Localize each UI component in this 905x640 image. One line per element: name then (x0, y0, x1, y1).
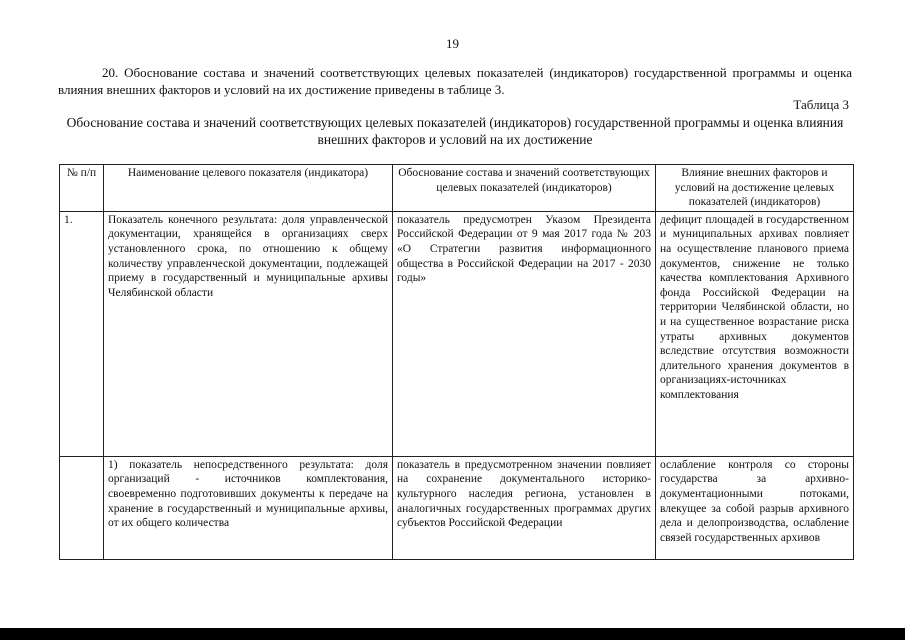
header-external-influence: Влияние внешних факторов и условий на достижение целевых показателей (индикаторов) (656, 165, 854, 212)
row-influence: дефицит площадей в государственном и муниципальных архивах повлияет на осуществление планового приема документов, снижение не только качества комплектования Архивного фонда Российской Федерации на территории Челябинской области, но и на существенное возрастание риска утраты архивных документов вследствие отсутствия возможности длительного хранения документов в организациях-источниках комплектования (656, 211, 854, 456)
indicators-table (59, 164, 854, 560)
row-influence: ослабление контроля со стороны государства за архивно-документационными потоками, влекущее за собой разрыв архивного дела и делопроизводства, ослабление связей государственных архивов (656, 456, 854, 559)
table-header-row (60, 165, 854, 212)
row-justification: показатель в предусмотренном значении повлияет на сохранение документального историко-культурного наследия региона, установлен в аналогичных государственных программах других субъектов Российской Федерации (393, 456, 656, 559)
table-row (60, 211, 854, 456)
header-num: № п/п (60, 165, 104, 212)
row-num (60, 456, 104, 559)
header-justification: Обоснование состава и значений соответствующих целевых показателей (индикаторов) (393, 165, 656, 212)
intro-paragraph: 20. Обоснование состава и значений соответствующих целевых показателей (индикаторов) государственной программы и оценка влияния внешних факторов и условий на их достижение приведены в таблице 3. (58, 65, 852, 97)
row-indicator-name: 1) показатель непосредственного результата: доля организаций - источников комплектования, своевременно подготовивших документы к передаче на хранение в государственный и муниципальные архивы, от их общего количества (104, 456, 393, 559)
header-indicator-name: Наименование целевого показателя (индикатора) (104, 165, 393, 212)
table-label: Таблица 3 (793, 97, 849, 112)
row-indicator-name: Показатель конечного результата: доля управленческой документации, хранящейся в организациях сверх установленного срока, по отношению к общему количеству управленческой документации, подлежащей приему в государственный и муниципальные архивы Челябинской области (104, 211, 393, 456)
page-number: 19 (446, 36, 459, 51)
table-title: Обоснование состава и значений соответствующих целевых показателей (индикаторов) государственной программы и оценка влияния внешних факторов и условий на их достижение (66, 115, 844, 147)
table-row (60, 456, 854, 559)
row-num: 1. (60, 211, 104, 456)
scan-bottom-edge (0, 628, 905, 640)
row-justification: показатель предусмотрен Указом Президента Российской Федерации от 9 мая 2017 года № 203 «О Стратегии развития информационного общества в Российской Федерации на 2017 - 2030 годы» (393, 211, 656, 456)
